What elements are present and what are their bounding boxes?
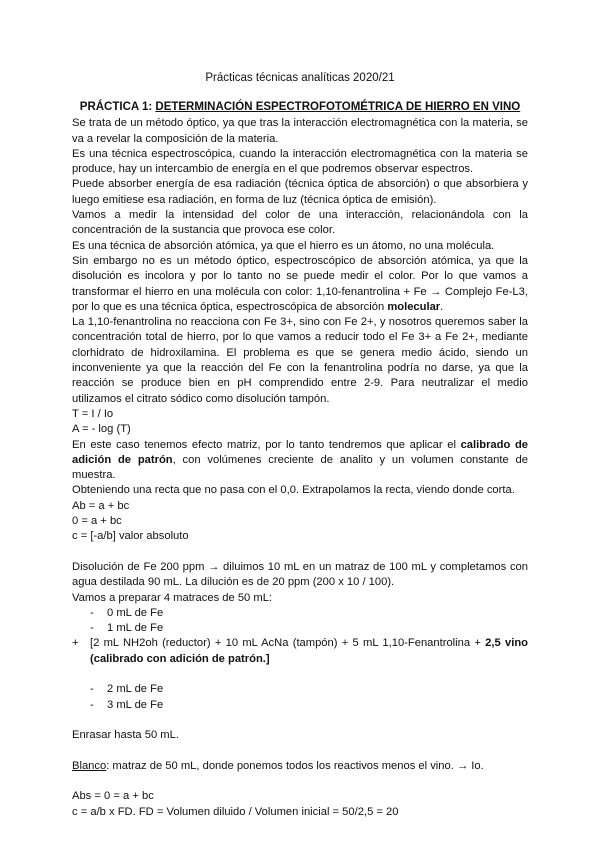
formula-zero: 0 = a + bc bbox=[72, 515, 122, 528]
formula-transmittance: T = I / Io bbox=[72, 407, 114, 420]
list-item: - 0 mL de Fe bbox=[90, 606, 164, 619]
paragraph-absorption-emission: Puede absorber energía de esa radiación (técnica óptica de absorción) o que absorbiera y luego emitiese esa radiación, en forma de luz (técnica óptica de emisión). bbox=[72, 178, 528, 206]
plus-sign: + bbox=[72, 637, 79, 650]
list-item: - 1 mL de Fe bbox=[90, 622, 164, 635]
paragraph-extrapolation: Obteniendo una recta que no pasa con el 0,0. Extrapolamos la recta, viendo donde corta. bbox=[72, 484, 515, 497]
spacer bbox=[72, 774, 528, 789]
spacer bbox=[72, 743, 528, 758]
bold-molecular: molecular bbox=[387, 300, 441, 313]
paragraph-flasks: Vamos a preparar 4 matraces de 50 mL: bbox=[72, 591, 273, 604]
paragraph-blanco: Blanco: matraz de 50 mL, donde ponemos todos los reactivos menos el vino. → Io. bbox=[72, 759, 484, 772]
bold-calibrado: calibrado de adición de patrón bbox=[72, 438, 529, 466]
paragraph-molecular-absorption: Sin embargo no es un método óptico, espectroscópico de absorción atómica, ya que la disolución es incolora y por lo tanto no se puede medir el color. Por lo que vamos a transformar el hierro en una molécula con color: 1,10-fenantrolina + Fe → Complejo Fe-L3, por lo que es una técnica óptica, espectroscópica de absorción molecular. bbox=[72, 254, 528, 313]
list-item: - 3 mL de Fe bbox=[90, 698, 164, 711]
list-item: - 2 mL de Fe bbox=[90, 683, 164, 696]
paragraph-matrix-effect: En este caso tenemos efecto matriz, por lo tanto tendremos que aplicar el calibrado de adición de patrón, con volúmenes creciente de analito y un volumen constante de muestra. bbox=[72, 438, 529, 482]
document-body bbox=[72, 100, 528, 820]
practice-title bbox=[72, 100, 528, 115]
spacer bbox=[72, 545, 528, 560]
paragraph-enrasar: Enrasar hasta 50 mL. bbox=[72, 729, 179, 742]
paragraph-atomic-absorption: Es una técnica de absorción atómica, ya que el hierro es un átomo, no una molécula. bbox=[72, 239, 495, 252]
formula-absorbance: A = - log (T) bbox=[72, 423, 131, 436]
title-main: DETERMINACIÓN ESPECTROFOTOMÉTRICA DE HIERRO EN VINO bbox=[155, 101, 521, 113]
paragraph-dilution: Disolución de Fe 200 ppm → diluimos 10 mL en un matraz de 100 mL y completamos con agua destilada 90 mL. La dilución es de 20 ppm (200 x 10 / 100). bbox=[72, 560, 528, 589]
page-header: Prácticas técnicas analíticas 2020/21 bbox=[205, 72, 395, 84]
formula-c: c = [-a/b] valor absoluto bbox=[72, 530, 189, 543]
paragraph-color-intensity: Vamos a medir la intensidad del color de una interacción, relacionándola con la concentración de la sustancia que provoca ese color. bbox=[72, 209, 528, 237]
formula-abs: Abs = 0 = a + bc bbox=[72, 790, 154, 803]
bold-vino: 2,5 vino (calibrado con adición de patrón.] bbox=[90, 637, 528, 665]
paragraph-spectroscopic: Es una técnica espectroscópica, cuando la interacción electromagnética con la materia se produce, hay un intercambio de energía en el que podremos observar espectros. bbox=[72, 147, 528, 176]
paragraph-fenantrolina: La 1,10-fenantrolina no reacciona con Fe 3+, sino con Fe 2+, y nosotros queremos saber la concentración total de hierro, por lo que vamos a reducir todo el Fe 3+ a Fe 2+, mediante clorhidrato de hidroxilamina. El problema es que se genera medio ácido, siendo un inconveniente ya que la reacción del Fe con la fenantrolina podría no darse, ya que la reacción se produce bien en pH comprendido entre 2-9. Para neutralizar el medio utilizamos el citrato sódico como disolución tampón. bbox=[72, 316, 528, 405]
reagents-block: + [2 mL NH2oh (reductor) + 10 mL AcNa (tampón) + 5 mL 1,10-Fenantrolina + 2,5 vino (calibrado con adición de patrón.] bbox=[72, 637, 528, 665]
paragraph-optical-method: Se trata de un método óptico, ya que tras la interacción electromagnética con la materia, se va a revelar la composición de la materia. bbox=[72, 117, 528, 145]
formula-dilution-factor: c = a/b x FD. FD = Volumen diluido / Volumen inicial = 50/2,5 = 20 bbox=[72, 805, 399, 818]
formula-ab: Ab = a + bc bbox=[72, 499, 130, 512]
title-prefix: PRÁCTICA 1: bbox=[79, 101, 156, 113]
spacer bbox=[72, 713, 528, 728]
blanco-label: Blanco bbox=[72, 759, 107, 772]
spacer bbox=[72, 667, 528, 682]
